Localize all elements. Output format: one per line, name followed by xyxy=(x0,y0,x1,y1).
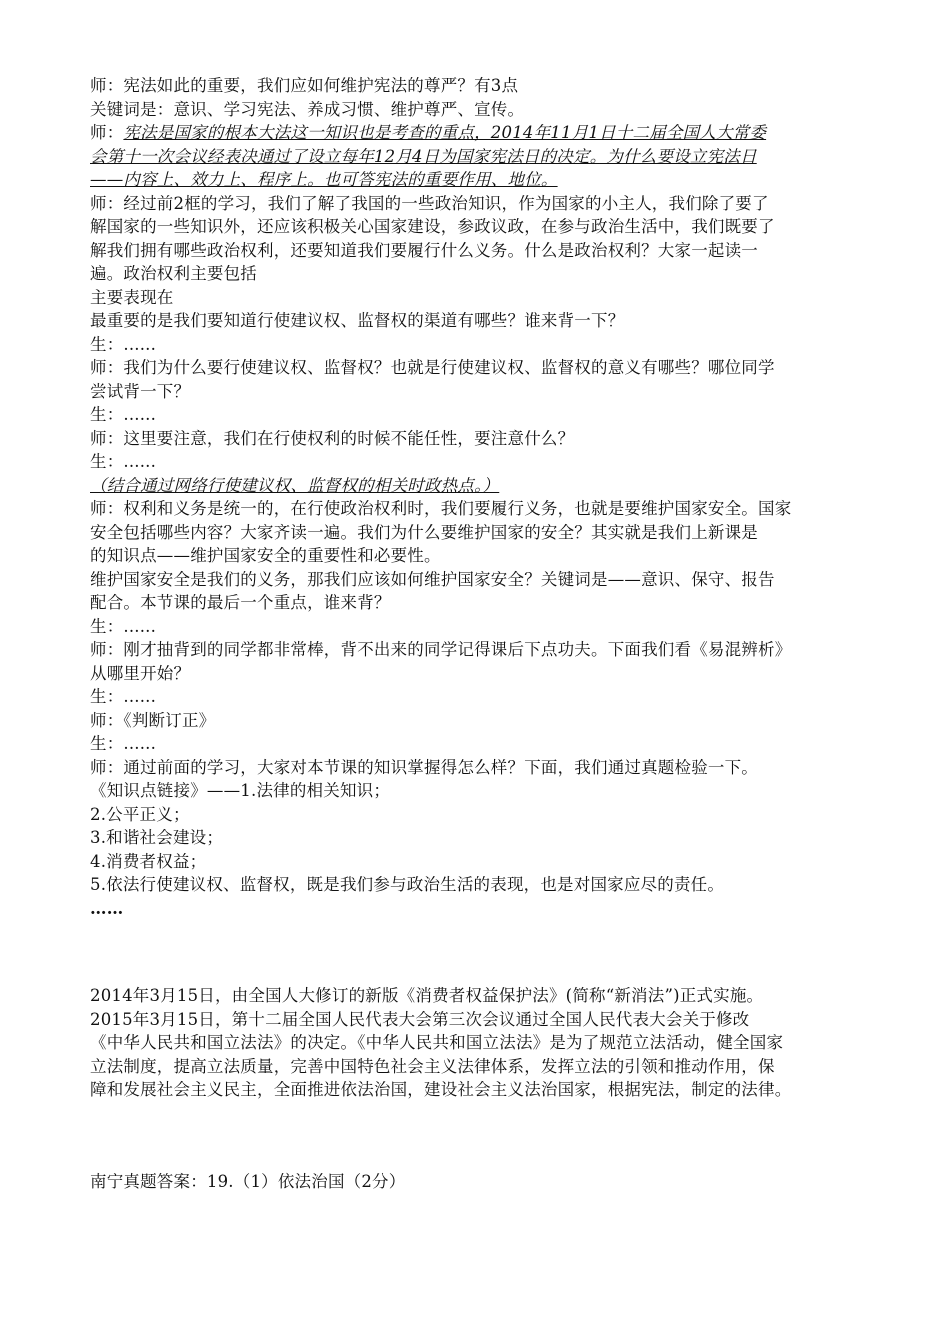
paragraph-line: 《中华人民共和国立法法》的决定。《中华人民共和国立法法》是为了规范立法活动，健全国家 xyxy=(90,1033,784,1052)
line-text: …… xyxy=(90,898,124,918)
line-text: 师：刚才抽背到的同学都非常棒，背不出来的同学记得课后下点功夫。下面我们看《易混辨析》 xyxy=(90,640,792,659)
transcript-line xyxy=(90,568,862,592)
answer-line: 南宁真题答案：19.（1）依法治国（2分） xyxy=(90,1171,406,1191)
transcript-line xyxy=(90,262,862,286)
transcript-line xyxy=(90,309,862,333)
transcript-line xyxy=(90,450,862,474)
transcript-line xyxy=(90,544,862,568)
transcript-line xyxy=(90,521,862,545)
transcript-line xyxy=(90,192,862,216)
transcript-line xyxy=(90,168,862,192)
transcript-line xyxy=(90,709,862,733)
line-text: 尝试背一下？ xyxy=(90,381,191,401)
section-gap xyxy=(90,920,862,984)
paragraph-line: 2014年3月15日，由全国人大修订的新版《消费者权益保护法》(简称“新消法”)正式实施。 xyxy=(90,986,764,1005)
transcript-line xyxy=(90,121,862,145)
line-text: 师：通过前面的学习，大家对本节课的知识掌握得怎么样？下面，我们通过真题检验一下。 xyxy=(90,757,758,777)
line-text: 关键词是：意识、学习宪法、养成习惯、维护尊严、宣传。 xyxy=(90,99,525,119)
transcript-line xyxy=(90,145,862,169)
transcript-line xyxy=(90,591,862,615)
line-text: 最重要的是我们要知道行使建议权、监督权的渠道有哪些？谁来背一下？ xyxy=(90,311,625,330)
line-text: 生：...... xyxy=(90,734,157,753)
line-text: 师：《判断订正》 xyxy=(90,710,216,730)
line-text: 遍。政治权利主要包括 xyxy=(90,264,257,283)
transcript-line xyxy=(90,873,862,897)
line-text: 3.和谐社会建设； xyxy=(90,828,224,847)
transcript-line xyxy=(90,662,862,686)
transcript-line xyxy=(90,685,862,709)
transcript-line xyxy=(90,826,862,850)
speaker-prefix: 师： xyxy=(90,123,124,142)
section-gap xyxy=(90,1102,862,1170)
transcript-line xyxy=(90,850,862,874)
transcript-line xyxy=(90,615,862,639)
line-text: 2.公平正义； xyxy=(90,804,190,824)
emphasized-text: ——内容上、效力上、程序上。也可答宪法的重要作用、地位。 xyxy=(90,170,558,189)
line-text: 的知识点——维护国家安全的重要性和必要性。 xyxy=(90,546,441,565)
line-text: 主要表现在 xyxy=(90,287,174,307)
emphasized-text: 宪法是国家的根本大法这一知识也是考查的重点，2014年11月1日十二届全国人大常委 xyxy=(123,123,767,142)
transcript-line xyxy=(90,98,862,122)
transcript-line xyxy=(90,74,862,98)
law-background-paragraph xyxy=(90,984,862,1102)
line-text: 解我们拥有哪些政治权利，还要知道我们要履行什么义务。什么是政治权利？大家一起读一 xyxy=(90,240,758,260)
paragraph-line: 2015年3月15日，第十二届全国人民代表大会第三次会议通过全国人民代表大会关于修改 xyxy=(90,1009,750,1029)
transcript-line xyxy=(90,497,862,521)
transcript-line xyxy=(90,474,862,498)
line-text: 生：...... xyxy=(90,687,157,706)
transcript-line xyxy=(90,638,862,662)
emphasized-text: （结合通过网络行使建议权、监督权的相关时政热点。） xyxy=(90,475,500,495)
line-text: 师：权利和义务是统一的，在行使政治权利时，我们要履行义务，也就是要维护国家安全。国家 xyxy=(90,499,792,518)
line-text: 解国家的一些知识外，还应该积极关心国家建设，参政议政，在参与政治生活中，我们既要了 xyxy=(90,217,775,236)
paragraph-line: 立法制度，提高立法质量，完善中国特色社会主义法律体系，发挥立法的引领和推动作用，保 xyxy=(90,1056,775,1076)
line-text: 从哪里开始？ xyxy=(90,663,191,683)
document-page xyxy=(90,74,862,1193)
line-text: 师：宪法如此的重要，我们应如何维护宪法的尊严？有3点 xyxy=(90,76,519,95)
paragraph-line: 障和发展社会主义民主，全面推进依法治国，建设社会主义法治国家，根据宪法，制定的法律。 xyxy=(90,1080,792,1099)
line-text: 5.依法行使建议权、监督权，既是我们参与政治生活的表现，也是对国家应尽的责任。 xyxy=(90,875,725,894)
line-text: 配合。本节课的最后一个重点，谁来背？ xyxy=(90,593,391,612)
transcript-line xyxy=(90,356,862,380)
line-text: 师：经过前2框的学习，我们了解了我国的一些政治知识，作为国家的小主人，我们除了要了 xyxy=(90,193,769,213)
transcript-line xyxy=(90,427,862,451)
transcript-line xyxy=(90,333,862,357)
transcript-line xyxy=(90,803,862,827)
line-text: 师：这里要注意，我们在行使权利的时候不能任性，要注意什么？ xyxy=(90,428,575,448)
transcript-line xyxy=(90,779,862,803)
line-text: 生：...... xyxy=(90,334,157,354)
emphasized-text: 会第十一次会议经表决通过了设立每年12月4日为国家宪法日的决定。为什么要设立宪法日 xyxy=(90,146,757,166)
line-text: 生：...... xyxy=(90,452,157,471)
line-text: 生：...... xyxy=(90,405,157,424)
transcript-line xyxy=(90,380,862,404)
transcript-line xyxy=(90,756,862,780)
line-text: 师：我们为什么要行使建议权、监督权？也就是行使建议权、监督权的意义有哪些？哪位同学 xyxy=(90,358,775,377)
transcript-line xyxy=(90,286,862,310)
transcript-line xyxy=(90,732,862,756)
transcript-line xyxy=(90,239,862,263)
line-text: 《知识点链接》——1.法律的相关知识； xyxy=(90,781,391,800)
transcript-line xyxy=(90,403,862,427)
line-text: 维护国家安全是我们的义务，那我们应该如何维护国家安全？关键词是——意识、保守、报告 xyxy=(90,569,775,589)
line-text: 生：...... xyxy=(90,616,157,636)
line-text: 4.消费者权益； xyxy=(90,851,207,871)
line-text: 安全包括哪些内容？大家齐读一遍。我们为什么要维护国家的安全？其实就是我们上新课是 xyxy=(90,522,758,542)
lesson-transcript xyxy=(90,74,862,920)
transcript-line xyxy=(90,215,862,239)
transcript-line xyxy=(90,897,862,921)
